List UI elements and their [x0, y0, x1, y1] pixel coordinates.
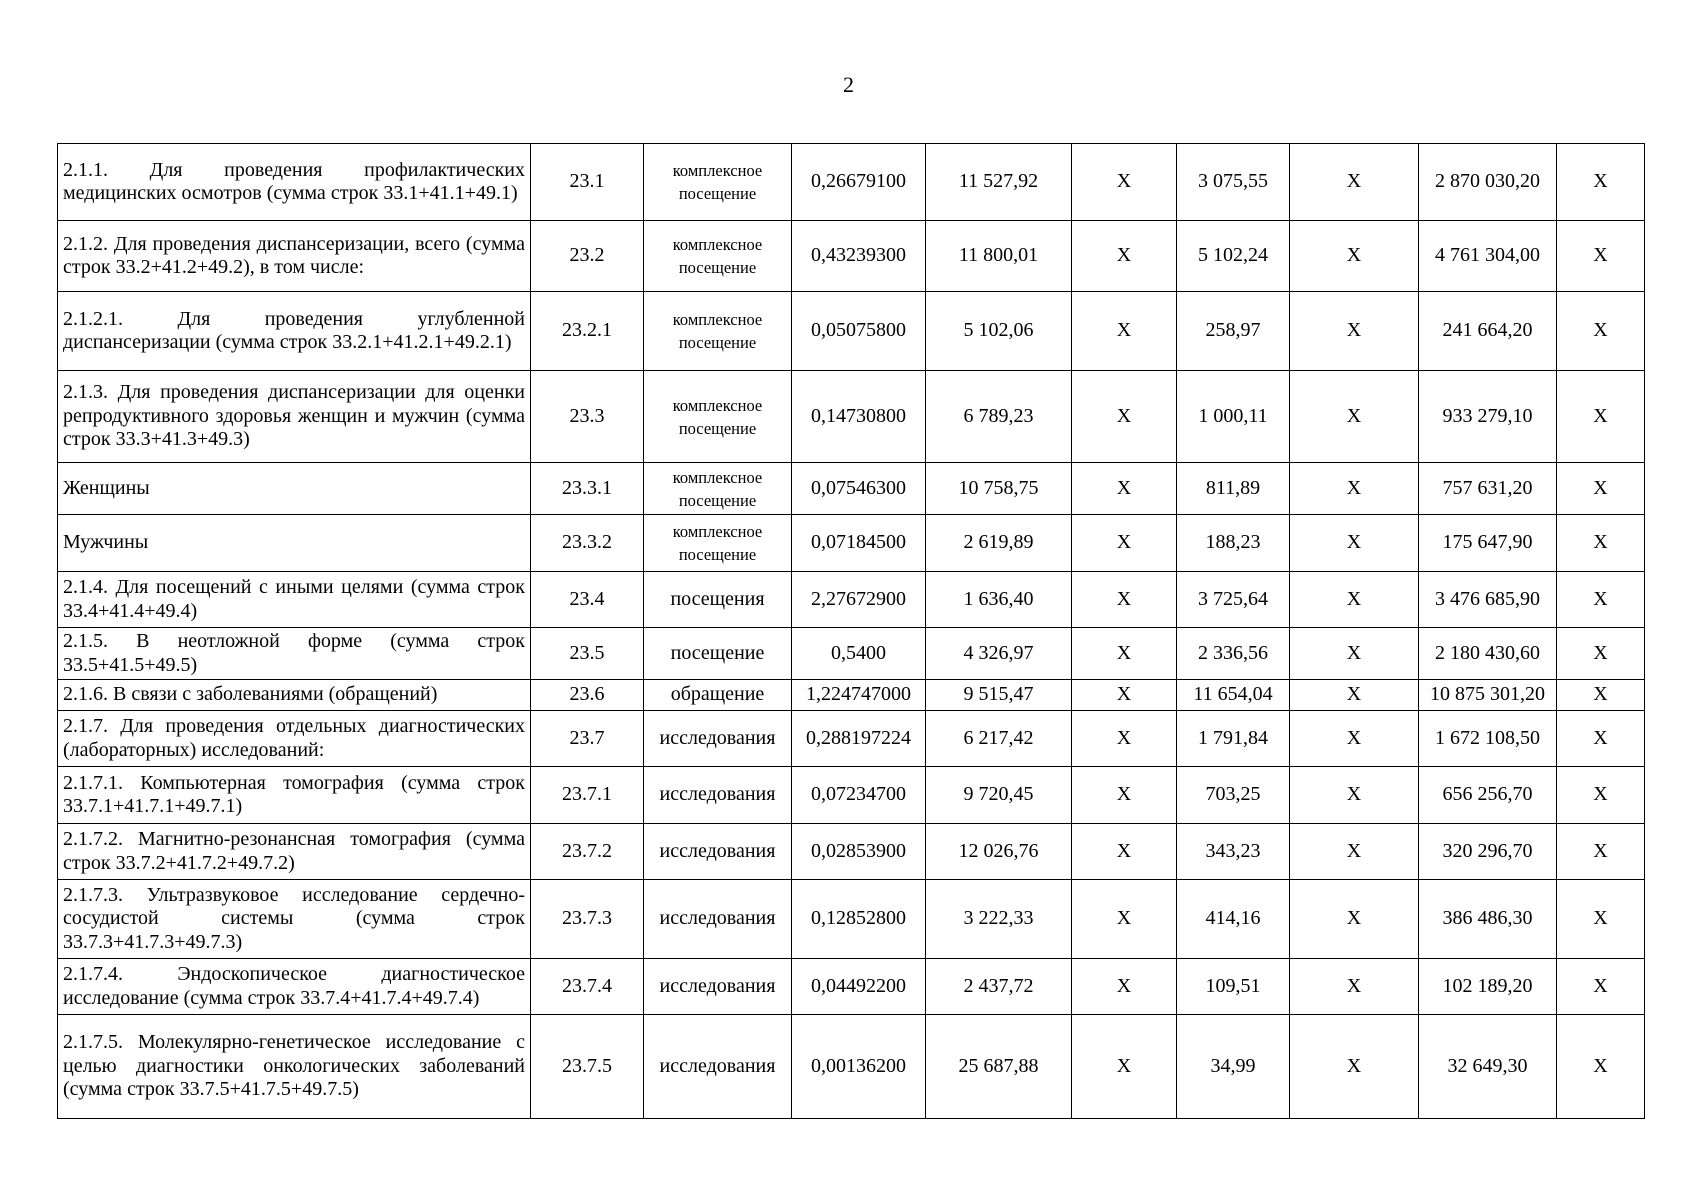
row-unit — [644, 292, 792, 371]
row-cost: 11 800,01 — [926, 221, 1072, 292]
row-x3: X — [1557, 292, 1645, 371]
row-norm: 0,5400 — [792, 628, 926, 680]
row-name: 2.1.6. В связи с заболеваниями (обращений) — [58, 680, 531, 711]
row-x3: X — [1557, 515, 1645, 572]
row-x3: X — [1557, 767, 1645, 824]
row-unit-text: комплексное посещение — [672, 522, 763, 564]
row-x1: X — [1072, 880, 1177, 959]
row-x1: X — [1072, 711, 1177, 767]
financing-table — [57, 143, 1645, 1119]
row-x2: X — [1290, 959, 1419, 1015]
row-name: 2.1.2.1. Для проведения углубленной диспансеризации (сумма строк 33.2.1+41.2.1+49.2.1) — [58, 292, 531, 371]
row-x2: X — [1290, 767, 1419, 824]
row-unit-text: комплексное посещение — [672, 395, 763, 438]
row-line-number: 23.3 — [531, 371, 644, 463]
row-name: 2.1.7. Для проведения отдельных диагностических (лабораторных) исследований: — [58, 711, 531, 767]
table-row — [58, 572, 1645, 628]
table-row — [58, 767, 1645, 824]
row-x2: X — [1290, 1015, 1419, 1119]
row-x1: X — [1072, 959, 1177, 1015]
row-x3: X — [1557, 680, 1645, 711]
row-total: 175 647,90 — [1419, 515, 1557, 572]
row-unit — [644, 463, 792, 515]
row-cost: 5 102,06 — [926, 292, 1072, 371]
row-per-capita: 1 791,84 — [1177, 711, 1290, 767]
row-cost: 10 758,75 — [926, 463, 1072, 515]
table-row — [58, 292, 1645, 371]
row-x1: X — [1072, 371, 1177, 463]
row-line-number: 23.5 — [531, 628, 644, 680]
row-unit: посещение — [644, 628, 792, 680]
row-x3: X — [1557, 371, 1645, 463]
row-name: 2.1.3. Для проведения диспансеризации для оценки репродуктивного здоровья женщин и мужчин (сумма строк 33.3+41.3+49.3) — [58, 371, 531, 463]
row-unit: исследования — [644, 711, 792, 767]
row-norm: 0,07546300 — [792, 463, 926, 515]
row-x1: X — [1072, 572, 1177, 628]
row-norm: 0,12852800 — [792, 880, 926, 959]
row-x3: X — [1557, 628, 1645, 680]
row-cost: 1 636,40 — [926, 572, 1072, 628]
row-x2: X — [1290, 371, 1419, 463]
row-unit: исследования — [644, 880, 792, 959]
row-x2: X — [1290, 515, 1419, 572]
row-cost: 6 789,23 — [926, 371, 1072, 463]
row-per-capita: 109,51 — [1177, 959, 1290, 1015]
row-x2: X — [1290, 572, 1419, 628]
row-unit: посещения — [644, 572, 792, 628]
row-total: 10 875 301,20 — [1419, 680, 1557, 711]
row-x3: X — [1557, 463, 1645, 515]
row-total: 386 486,30 — [1419, 880, 1557, 959]
row-line-number: 23.1 — [531, 144, 644, 221]
row-norm: 0,43239300 — [792, 221, 926, 292]
row-unit: исследования — [644, 959, 792, 1015]
row-x1: X — [1072, 463, 1177, 515]
row-total: 757 631,20 — [1419, 463, 1557, 515]
row-per-capita: 3 075,55 — [1177, 144, 1290, 221]
row-x2: X — [1290, 824, 1419, 880]
page-number: 2 — [843, 72, 854, 97]
table-row — [58, 463, 1645, 515]
row-total: 320 296,70 — [1419, 824, 1557, 880]
row-name: 2.1.7.3. Ультразвуковое исследование сердечно-сосудистой системы (сумма строк 33.7.3+41.7.3+49.7.3) — [58, 880, 531, 959]
row-x1: X — [1072, 292, 1177, 371]
row-norm: 0,288197224 — [792, 711, 926, 767]
row-x3: X — [1557, 824, 1645, 880]
row-name: Женщины — [58, 463, 531, 515]
row-x2: X — [1290, 628, 1419, 680]
table-row — [58, 959, 1645, 1015]
row-total: 2 870 030,20 — [1419, 144, 1557, 221]
row-unit-text: комплексное посещение — [672, 467, 763, 510]
row-line-number: 23.7.1 — [531, 767, 644, 824]
row-unit-text: комплексное посещение — [672, 310, 763, 352]
row-unit-text: комплексное посещение — [672, 161, 763, 203]
row-total: 933 279,10 — [1419, 371, 1557, 463]
row-x2: X — [1290, 463, 1419, 515]
table-row — [58, 680, 1645, 711]
row-per-capita: 703,25 — [1177, 767, 1290, 824]
row-per-capita: 1 000,11 — [1177, 371, 1290, 463]
row-x1: X — [1072, 515, 1177, 572]
row-cost: 4 326,97 — [926, 628, 1072, 680]
table-row — [58, 711, 1645, 767]
row-norm: 2,27672900 — [792, 572, 926, 628]
row-unit — [644, 144, 792, 221]
row-x1: X — [1072, 221, 1177, 292]
row-x2: X — [1290, 221, 1419, 292]
row-name: 2.1.5. В неотложной форме (сумма строк 33.5+41.5+49.5) — [58, 628, 531, 680]
row-line-number: 23.7.2 — [531, 824, 644, 880]
row-x3: X — [1557, 711, 1645, 767]
row-x3: X — [1557, 144, 1645, 221]
row-norm: 0,26679100 — [792, 144, 926, 221]
row-cost: 9 720,45 — [926, 767, 1072, 824]
row-per-capita: 343,23 — [1177, 824, 1290, 880]
row-per-capita: 5 102,24 — [1177, 221, 1290, 292]
row-norm: 0,07184500 — [792, 515, 926, 572]
row-unit-text: комплексное посещение — [672, 235, 763, 277]
row-cost: 2 619,89 — [926, 515, 1072, 572]
table-row — [58, 515, 1645, 572]
row-unit: исследования — [644, 1015, 792, 1119]
row-total: 102 189,20 — [1419, 959, 1557, 1015]
row-cost: 3 222,33 — [926, 880, 1072, 959]
row-per-capita: 2 336,56 — [1177, 628, 1290, 680]
row-unit — [644, 221, 792, 292]
row-x1: X — [1072, 767, 1177, 824]
row-total: 656 256,70 — [1419, 767, 1557, 824]
row-unit: исследования — [644, 767, 792, 824]
row-x1: X — [1072, 144, 1177, 221]
row-cost: 6 217,42 — [926, 711, 1072, 767]
row-unit — [644, 371, 792, 463]
row-x1: X — [1072, 1015, 1177, 1119]
row-total: 3 476 685,90 — [1419, 572, 1557, 628]
row-norm: 1,224747000 — [792, 680, 926, 711]
row-line-number: 23.7 — [531, 711, 644, 767]
row-x3: X — [1557, 1015, 1645, 1119]
row-line-number: 23.2.1 — [531, 292, 644, 371]
row-cost: 11 527,92 — [926, 144, 1072, 221]
row-x3: X — [1557, 880, 1645, 959]
row-x2: X — [1290, 144, 1419, 221]
row-cost: 25 687,88 — [926, 1015, 1072, 1119]
row-x3: X — [1557, 959, 1645, 1015]
row-per-capita: 258,97 — [1177, 292, 1290, 371]
row-line-number: 23.7.4 — [531, 959, 644, 1015]
table-body — [58, 144, 1645, 1119]
table-row — [58, 880, 1645, 959]
row-total: 2 180 430,60 — [1419, 628, 1557, 680]
table-row — [58, 144, 1645, 221]
row-line-number: 23.3.2 — [531, 515, 644, 572]
row-per-capita: 3 725,64 — [1177, 572, 1290, 628]
row-per-capita: 11 654,04 — [1177, 680, 1290, 711]
row-per-capita: 188,23 — [1177, 515, 1290, 572]
row-line-number: 23.3.1 — [531, 463, 644, 515]
row-x3: X — [1557, 221, 1645, 292]
row-name: Мужчины — [58, 515, 531, 572]
row-line-number: 23.7.3 — [531, 880, 644, 959]
table-row — [58, 1015, 1645, 1119]
row-line-number: 23.7.5 — [531, 1015, 644, 1119]
row-unit — [644, 515, 792, 572]
row-name: 2.1.7.4. Эндоскопическое диагностическое исследование (сумма строк 33.7.4+41.7.4+49.7.4) — [58, 959, 531, 1015]
row-total: 1 672 108,50 — [1419, 711, 1557, 767]
row-x1: X — [1072, 628, 1177, 680]
row-per-capita: 34,99 — [1177, 1015, 1290, 1119]
table-row — [58, 371, 1645, 463]
row-line-number: 23.2 — [531, 221, 644, 292]
table-row — [58, 221, 1645, 292]
row-norm: 0,00136200 — [792, 1015, 926, 1119]
row-line-number: 23.4 — [531, 572, 644, 628]
row-norm: 0,02853900 — [792, 824, 926, 880]
row-total: 241 664,20 — [1419, 292, 1557, 371]
row-x3: X — [1557, 572, 1645, 628]
row-x2: X — [1290, 292, 1419, 371]
row-norm: 0,04492200 — [792, 959, 926, 1015]
row-norm: 0,07234700 — [792, 767, 926, 824]
row-total: 32 649,30 — [1419, 1015, 1557, 1119]
row-cost: 12 026,76 — [926, 824, 1072, 880]
row-name: 2.1.7.2. Магнитно-резонансная томография (сумма строк 33.7.2+41.7.2+49.7.2) — [58, 824, 531, 880]
table-row — [58, 628, 1645, 680]
row-unit: обращение — [644, 680, 792, 711]
row-x2: X — [1290, 711, 1419, 767]
table-row — [58, 824, 1645, 880]
row-x1: X — [1072, 824, 1177, 880]
row-norm: 0,05075800 — [792, 292, 926, 371]
row-line-number: 23.6 — [531, 680, 644, 711]
row-name: 2.1.4. Для посещений с иными целями (сумма строк 33.4+41.4+49.4) — [58, 572, 531, 628]
row-cost: 2 437,72 — [926, 959, 1072, 1015]
row-cost: 9 515,47 — [926, 680, 1072, 711]
row-x2: X — [1290, 880, 1419, 959]
row-x1: X — [1072, 680, 1177, 711]
row-name: 2.1.7.5. Молекулярно-генетическое исследование с целью диагностики онкологических заболеваний (сумма строк 33.7.5+41.7.5+49.7.5) — [58, 1015, 531, 1119]
row-x2: X — [1290, 680, 1419, 711]
row-per-capita: 414,16 — [1177, 880, 1290, 959]
row-name: 2.1.7.1. Компьютерная томография (сумма строк 33.7.1+41.7.1+49.7.1) — [58, 767, 531, 824]
row-name: 2.1.1. Для проведения профилактических медицинских осмотров (сумма строк 33.1+41.1+49.1) — [58, 144, 531, 221]
row-name: 2.1.2. Для проведения диспансеризации, всего (сумма строк 33.2+41.2+49.2), в том числе: — [58, 221, 531, 292]
row-unit: исследования — [644, 824, 792, 880]
row-per-capita: 811,89 — [1177, 463, 1290, 515]
row-norm: 0,14730800 — [792, 371, 926, 463]
row-total: 4 761 304,00 — [1419, 221, 1557, 292]
